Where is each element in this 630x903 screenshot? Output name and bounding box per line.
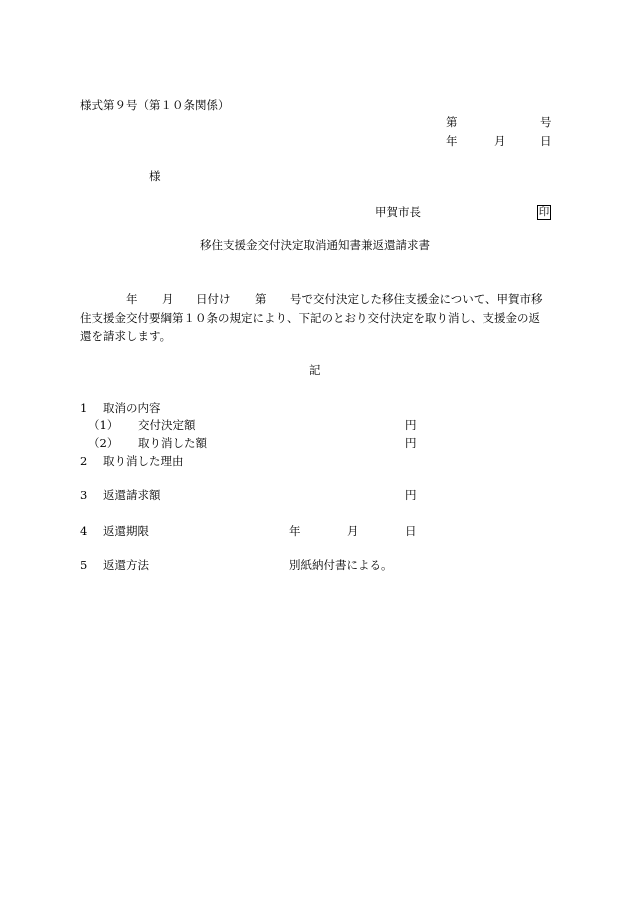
body-dai: 第 bbox=[255, 292, 267, 306]
doc-date-year: 年 bbox=[446, 134, 458, 148]
doc-number-prefix: 第 bbox=[446, 115, 458, 129]
body-line2: 住支援金交付要綱第１０条の規定により、下記のとおり交付決定を取り消し、支援金の返 bbox=[80, 311, 540, 325]
item-5-num: 5 bbox=[80, 558, 88, 572]
item-2-label: 取り消した理由 bbox=[103, 454, 184, 468]
item-1b-label: 取り消した額 bbox=[138, 436, 207, 450]
item-3-label: 返還請求額 bbox=[103, 488, 161, 502]
item-4-label: 返還期限 bbox=[103, 524, 149, 538]
doc-date-day: 日 bbox=[540, 134, 552, 148]
doc-number-suffix: 号 bbox=[540, 115, 552, 129]
item-1-num: 1 bbox=[80, 401, 88, 415]
item-5-label: 返還方法 bbox=[103, 558, 149, 572]
body-month: 月 bbox=[162, 292, 174, 306]
body-dated: 日付け bbox=[196, 292, 231, 306]
body-year: 年 bbox=[126, 292, 138, 306]
doc-date-month: 月 bbox=[494, 134, 506, 148]
document-title: 移住支援金交付決定取消通知書兼返還請求書 bbox=[200, 238, 430, 252]
item-1-label: 取消の内容 bbox=[103, 401, 161, 415]
item-4-month: 月 bbox=[347, 524, 359, 538]
issuer-name: 甲賀市長 bbox=[375, 205, 421, 219]
form-label: 様式第９号（第１０条関係） bbox=[80, 98, 230, 112]
item-2-num: 2 bbox=[80, 454, 88, 468]
ki-heading: 記 bbox=[309, 363, 321, 377]
item-1b-unit: 円 bbox=[405, 436, 417, 450]
item-1a-unit: 円 bbox=[405, 418, 417, 432]
issuer-seal bbox=[537, 205, 551, 220]
body-line3: 還を請求します。 bbox=[80, 329, 172, 343]
item-1a-num: （1） bbox=[88, 418, 119, 432]
addressee-suffix: 様 bbox=[149, 169, 161, 183]
item-4-year: 年 bbox=[289, 524, 301, 538]
item-3-num: 3 bbox=[80, 488, 88, 502]
seal-mark: 印 bbox=[538, 206, 550, 218]
item-4-day: 日 bbox=[405, 524, 417, 538]
item-5-value: 別紙納付書による。 bbox=[289, 558, 393, 572]
item-3-unit: 円 bbox=[405, 488, 417, 502]
item-1a-label: 交付決定額 bbox=[138, 418, 196, 432]
item-1b-num: （2） bbox=[88, 436, 119, 450]
item-4-num: 4 bbox=[80, 524, 88, 538]
body-line1-rest: 号で交付決定した移住支援金について、甲賀市移 bbox=[290, 292, 543, 306]
